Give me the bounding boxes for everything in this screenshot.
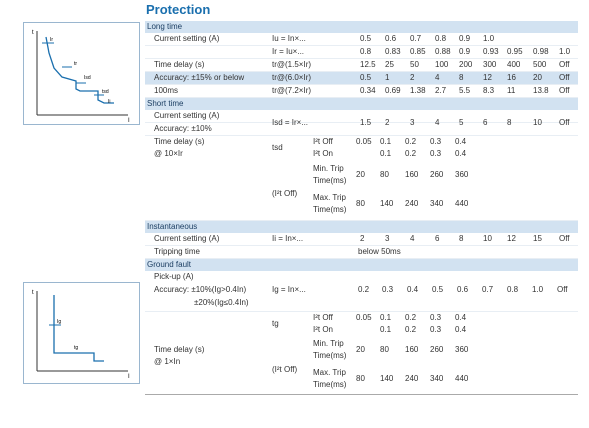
ground-fault-svg xyxy=(24,283,139,383)
row-label: @ 1×In xyxy=(154,357,181,366)
tr-label: tr xyxy=(74,61,78,67)
value: 4 xyxy=(410,234,415,243)
value: 2.7 xyxy=(435,86,447,95)
value: 340 xyxy=(430,199,444,208)
value: 80 xyxy=(380,170,389,179)
i2t-off-group-label: (I²t Off) xyxy=(272,189,298,198)
value: 3 xyxy=(410,118,415,127)
row-label: Current setting (A) xyxy=(154,111,220,120)
value: 2 xyxy=(385,118,390,127)
max-trip-label: Max. Trip xyxy=(313,193,346,202)
value: 0.8 xyxy=(435,34,447,43)
protection-table xyxy=(145,21,578,395)
table-row xyxy=(145,312,578,395)
value: 0.6 xyxy=(457,285,469,294)
value: 2 xyxy=(410,73,415,82)
value: 25 xyxy=(385,60,394,69)
value: 500 xyxy=(533,60,547,69)
row-label: Time delay (s) xyxy=(154,345,205,354)
value: 0.5 xyxy=(432,285,444,294)
value: 0.88 xyxy=(435,47,451,56)
value: below 50ms xyxy=(358,247,401,256)
value: 11 xyxy=(507,86,516,95)
value: 1.0 xyxy=(559,47,571,56)
value: 0.93 xyxy=(483,47,499,56)
value: 20 xyxy=(356,345,365,354)
row-label: Current setting (A) xyxy=(154,234,220,243)
value: 0.2 xyxy=(405,137,417,146)
i2t-off-label: I²t Off xyxy=(313,313,333,322)
value: 16 xyxy=(507,73,516,82)
i2t-off-label: I²t Off xyxy=(313,137,333,146)
value: 0.4 xyxy=(455,137,467,146)
value: 160 xyxy=(405,345,419,354)
row-label: Time delay (s) xyxy=(154,60,205,69)
row-label: Pick-up (A) xyxy=(154,272,194,281)
value: 1 xyxy=(385,73,390,82)
value: 4 xyxy=(435,118,440,127)
value: 260 xyxy=(430,170,444,179)
value: Off xyxy=(559,86,570,95)
value: 200 xyxy=(459,60,473,69)
param: tr@(7.2×Ir) xyxy=(272,86,312,95)
value: 1.5 xyxy=(360,118,372,127)
value: 8 xyxy=(507,118,512,127)
value: 0.1 xyxy=(380,325,392,334)
value: 360 xyxy=(455,345,469,354)
value: Off xyxy=(557,285,568,294)
tsd-label: tsd xyxy=(102,89,109,95)
value: 10 xyxy=(483,234,492,243)
value: 0.4 xyxy=(455,313,467,322)
value: 4 xyxy=(435,73,440,82)
value: 0.05 xyxy=(356,313,372,322)
value: 3 xyxy=(385,234,390,243)
value: 0.2 xyxy=(405,325,417,334)
table-row xyxy=(145,85,578,98)
value: 0.9 xyxy=(459,34,471,43)
value: 1.0 xyxy=(532,285,544,294)
value: 0.85 xyxy=(410,47,426,56)
table-row xyxy=(145,46,578,59)
value: 1.38 xyxy=(410,86,426,95)
value: 5 xyxy=(459,118,464,127)
i-axis-label: I xyxy=(128,118,130,124)
section-ground-fault: Ground fault xyxy=(145,259,578,271)
param: Ir = Iu×... xyxy=(272,47,305,56)
tg-label: tg xyxy=(74,345,79,351)
max-trip-label: Max. Trip xyxy=(313,368,346,377)
value: 2 xyxy=(360,234,365,243)
value: 0.5 xyxy=(360,73,372,82)
table-row xyxy=(145,233,578,246)
value: 12.5 xyxy=(360,60,376,69)
value: 6 xyxy=(483,118,488,127)
param: Ig = In×... xyxy=(272,285,306,294)
table-row xyxy=(145,111,578,136)
value: 0.83 xyxy=(385,47,401,56)
value: 20 xyxy=(533,73,542,82)
value: 5.5 xyxy=(459,86,471,95)
i2t-on-label: I²t On xyxy=(313,149,334,158)
value: 440 xyxy=(455,199,469,208)
value: 440 xyxy=(455,374,469,383)
value: Off xyxy=(559,118,570,127)
value: 340 xyxy=(430,374,444,383)
ground-fault-diagram xyxy=(23,282,140,384)
param: Isd = Ir×... xyxy=(272,118,309,127)
param: Ii = In×... xyxy=(272,234,304,243)
value: 20 xyxy=(356,170,365,179)
table-row xyxy=(145,33,578,46)
value: 12 xyxy=(483,73,492,82)
value: 50 xyxy=(410,60,419,69)
time-ms-label: Time(ms) xyxy=(313,380,347,389)
ig-label: Ig xyxy=(57,319,62,325)
value: 10 xyxy=(533,118,542,127)
value: 0.1 xyxy=(380,313,392,322)
value: 1.0 xyxy=(483,34,495,43)
section-instantaneous: Instantaneous xyxy=(145,221,578,233)
trip-curve-diagram xyxy=(23,22,140,125)
value: 0.95 xyxy=(507,47,523,56)
i2t-off-group-label: (I²t Off) xyxy=(272,365,298,374)
value: 0.5 xyxy=(360,34,372,43)
value: 80 xyxy=(356,374,365,383)
value: 140 xyxy=(380,374,394,383)
value: 360 xyxy=(455,170,469,179)
table-row xyxy=(145,136,578,221)
isd-label: Isd xyxy=(84,75,91,81)
value: 6 xyxy=(435,234,440,243)
value: 0.8 xyxy=(360,47,372,56)
value: 80 xyxy=(380,345,389,354)
section-long-time: Long time xyxy=(145,21,578,33)
value: 140 xyxy=(380,199,394,208)
param: tr@(1.5×Ir) xyxy=(272,60,312,69)
value: 0.3 xyxy=(382,285,394,294)
row-label: Current setting (A) xyxy=(154,34,220,43)
value: 0.3 xyxy=(430,137,442,146)
row-label: Accuracy: ±10%(Ig>0.4In) xyxy=(154,285,247,294)
value: 260 xyxy=(430,345,444,354)
value: 0.2 xyxy=(358,285,370,294)
value: 8 xyxy=(459,234,464,243)
tsd-label: tsd xyxy=(272,143,283,152)
value: 300 xyxy=(483,60,497,69)
value: 240 xyxy=(405,199,419,208)
value: 0.7 xyxy=(482,285,494,294)
param: Iu = In×... xyxy=(272,34,306,43)
value: 0.34 xyxy=(360,86,376,95)
row-label: @ 10×Ir xyxy=(154,149,183,158)
value: 0.6 xyxy=(385,34,397,43)
value: 0.7 xyxy=(410,34,422,43)
value: Off xyxy=(559,73,570,82)
value: 12 xyxy=(507,234,516,243)
ir-label: Ir xyxy=(50,37,54,43)
value: 0.69 xyxy=(385,86,401,95)
t-axis-label-2: t xyxy=(32,290,34,296)
row-label: 100ms xyxy=(154,86,179,95)
time-ms-label: Time(ms) xyxy=(313,176,347,185)
value: Off xyxy=(559,234,570,243)
value: 0.1 xyxy=(380,137,392,146)
section-short-time: Short time xyxy=(145,98,578,110)
page-title: Protection xyxy=(146,2,211,17)
min-trip-label: Min. Trip xyxy=(313,339,344,348)
value: 0.3 xyxy=(430,149,442,158)
value: 0.2 xyxy=(405,149,417,158)
min-trip-label: Min. Trip xyxy=(313,164,344,173)
i-axis-label-2: I xyxy=(128,374,130,380)
value: 80 xyxy=(356,199,365,208)
value: 13.8 xyxy=(533,86,549,95)
table-row xyxy=(145,59,578,72)
t-axis-label: t xyxy=(32,30,34,36)
value: 100 xyxy=(435,60,449,69)
row-label: Tripping time xyxy=(154,247,200,256)
trip-curve-svg xyxy=(24,23,139,124)
param: tr@(6.0×Ir) xyxy=(272,73,312,82)
value: 0.8 xyxy=(507,285,519,294)
i2t-on-label: I²t On xyxy=(313,325,334,334)
value: 0.3 xyxy=(430,325,442,334)
value: 240 xyxy=(405,374,419,383)
value: 8 xyxy=(459,73,464,82)
value: 0.4 xyxy=(455,325,467,334)
value: 0.3 xyxy=(430,313,442,322)
value: 15 xyxy=(533,234,542,243)
value: 0.4 xyxy=(407,285,419,294)
tg-label: tg xyxy=(272,319,279,328)
value: 8.3 xyxy=(483,86,495,95)
value: 0.1 xyxy=(380,149,392,158)
table-row xyxy=(145,271,578,312)
row-label: Accuracy: ±15% or below xyxy=(154,73,245,82)
table-row xyxy=(145,246,578,259)
table-row-highlighted xyxy=(145,72,578,85)
value: 160 xyxy=(405,170,419,179)
value: 0.05 xyxy=(356,137,372,146)
row-label: ±20%(Ig≤0.4In) xyxy=(194,298,249,307)
time-ms-label: Time(ms) xyxy=(313,205,347,214)
value: 0.9 xyxy=(459,47,471,56)
value: 400 xyxy=(507,60,521,69)
value: 0.2 xyxy=(405,313,417,322)
value: 0.4 xyxy=(455,149,467,158)
value: Off xyxy=(559,60,570,69)
ii-label: Ii xyxy=(108,99,111,105)
time-ms-label: Time(ms) xyxy=(313,351,347,360)
row-label: Accuracy: ±10% xyxy=(154,124,212,133)
value: 0.98 xyxy=(533,47,549,56)
row-label: Time delay (s) xyxy=(154,137,205,146)
